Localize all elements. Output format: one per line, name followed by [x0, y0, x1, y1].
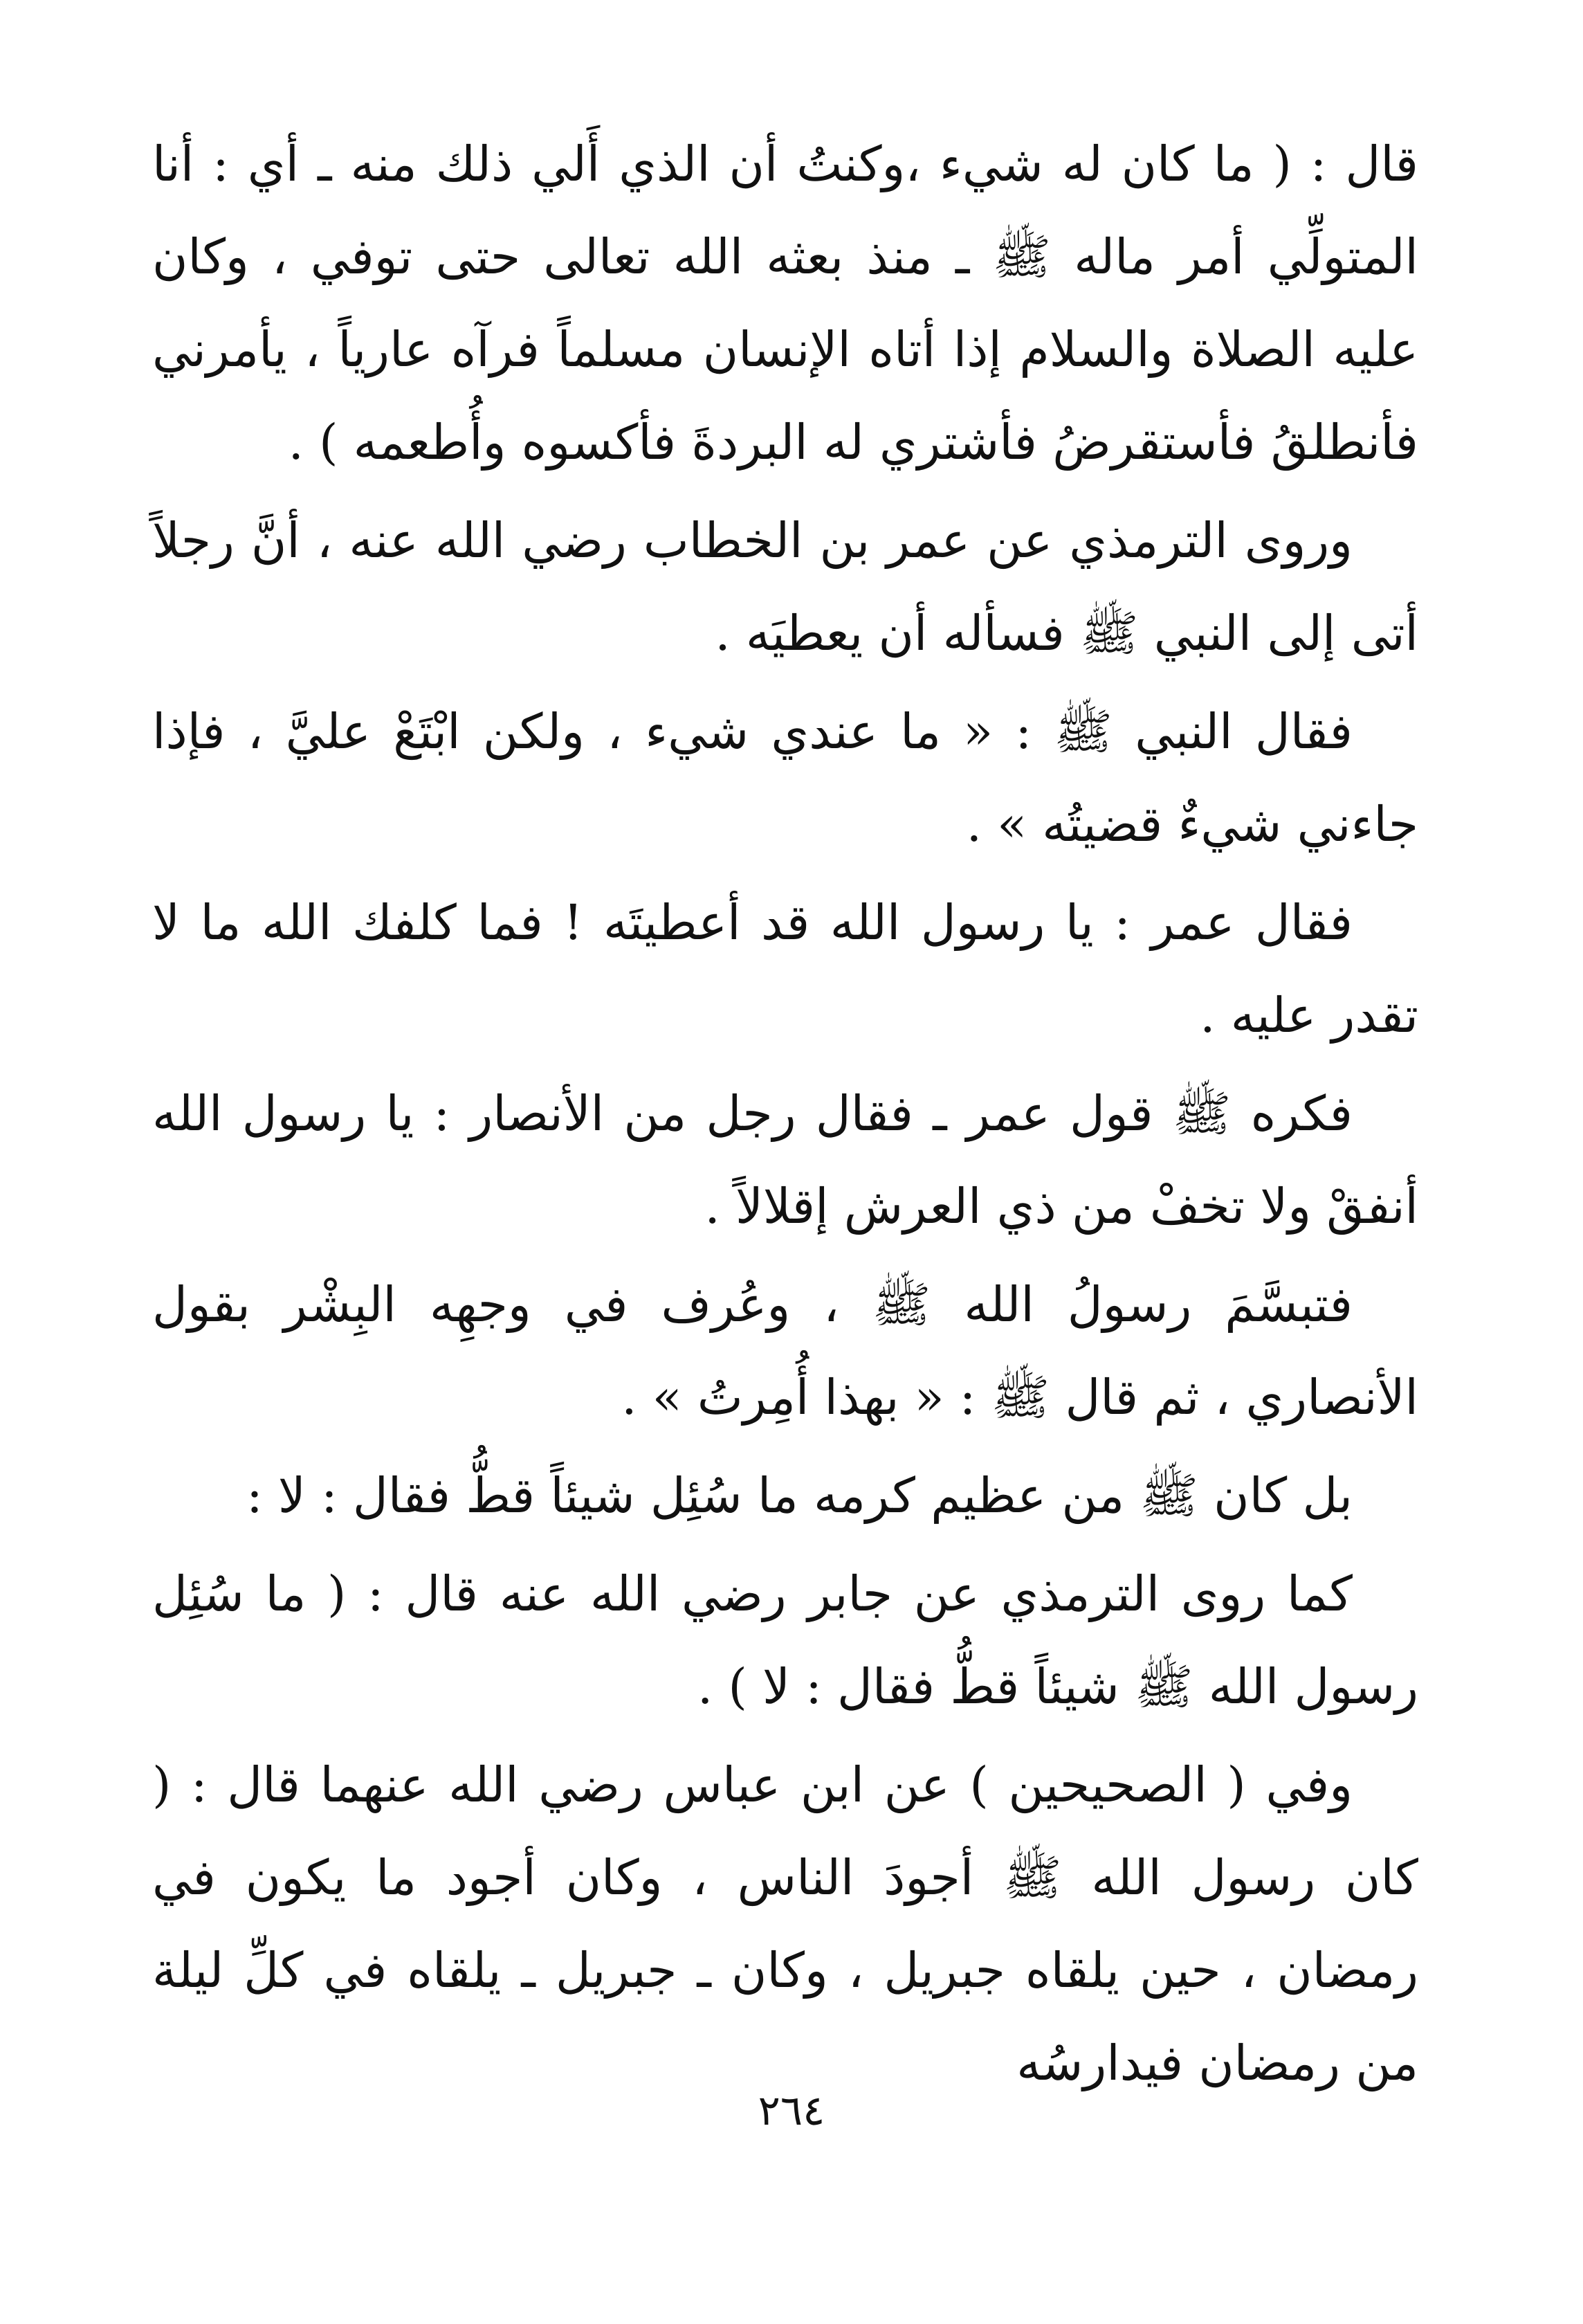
- page-text: [152, 118, 1418, 2115]
- paragraph: فقال عمر : يا رسول الله قد أعطيتَه ! فما كلفك الله ما لا تقدر عليه .: [152, 894, 1418, 1044]
- paragraph: وروى الترمذي عن عمر بن الخطاب رضي الله عنه ، أنَّ رجلاً أتى إلى النبي ﷺ فسأله أن يعطيَه .: [152, 512, 1418, 662]
- paragraph: قال : ( ما كان له شيء ،وكنتُ أن الذي أَلي ذلك منه ـ أي : أنا المتولِّي أمر ماله ﷺ ـ منذ بعثه الله تعالى حتى توفي ، وكان عليه الصلاة والسلام إذا أتاه الإنسان مسلماً فرآه عارياً ، يأمرني فأنطلقُ فأستقرضُ فأشتري له البردةَ فأكسوه وأُطعمه ) .: [152, 136, 1418, 471]
- paragraph: فكره ﷺ قول عمر ـ فقال رجل من الأنصار : يا رسول الله أنفقْ ولا تخفْ من ذي العرش إقلالاً .: [152, 1085, 1418, 1235]
- paragraph: بل كان ﷺ من عظيم كرمه ما سُئِل شيئاً قطُّ فقال : لا :: [246, 1467, 1353, 1524]
- paragraph: فقال النبي ﷺ : « ما عندي شيء ، ولكن ابْتَعْ عليَّ ، فإذا جاءني شيءٌ قضيتُه » .: [152, 703, 1418, 853]
- paragraph: فتبسَّمَ رسولُ الله ﷺ ، وعُرف في وجهِه البِشْر بقول الأنصاري ، ثم قال ﷺ : « بهذا أُمِرتُ » .: [152, 1276, 1418, 1426]
- paragraph: وفي ( الصحيحين ) عن ابن عباس رضي الله عنهما قال : ( كان رسول الله ﷺ أجودَ الناس ، وكان أجود ما يكون في رمضان ، حين يلقاه جبريل ، وكان ـ جبريل ـ يلقاه في كلِّ ليلة من رمضان فيدارسُه: [152, 1756, 1418, 2091]
- page-number: ٢٦٤: [758, 2087, 825, 2135]
- paragraph: كما روى الترمذي عن جابر رضي الله عنه قال : ( ما سُئِل رسول الله ﷺ شيئاً قطُّ فقال : لا ) .: [152, 1565, 1418, 1715]
